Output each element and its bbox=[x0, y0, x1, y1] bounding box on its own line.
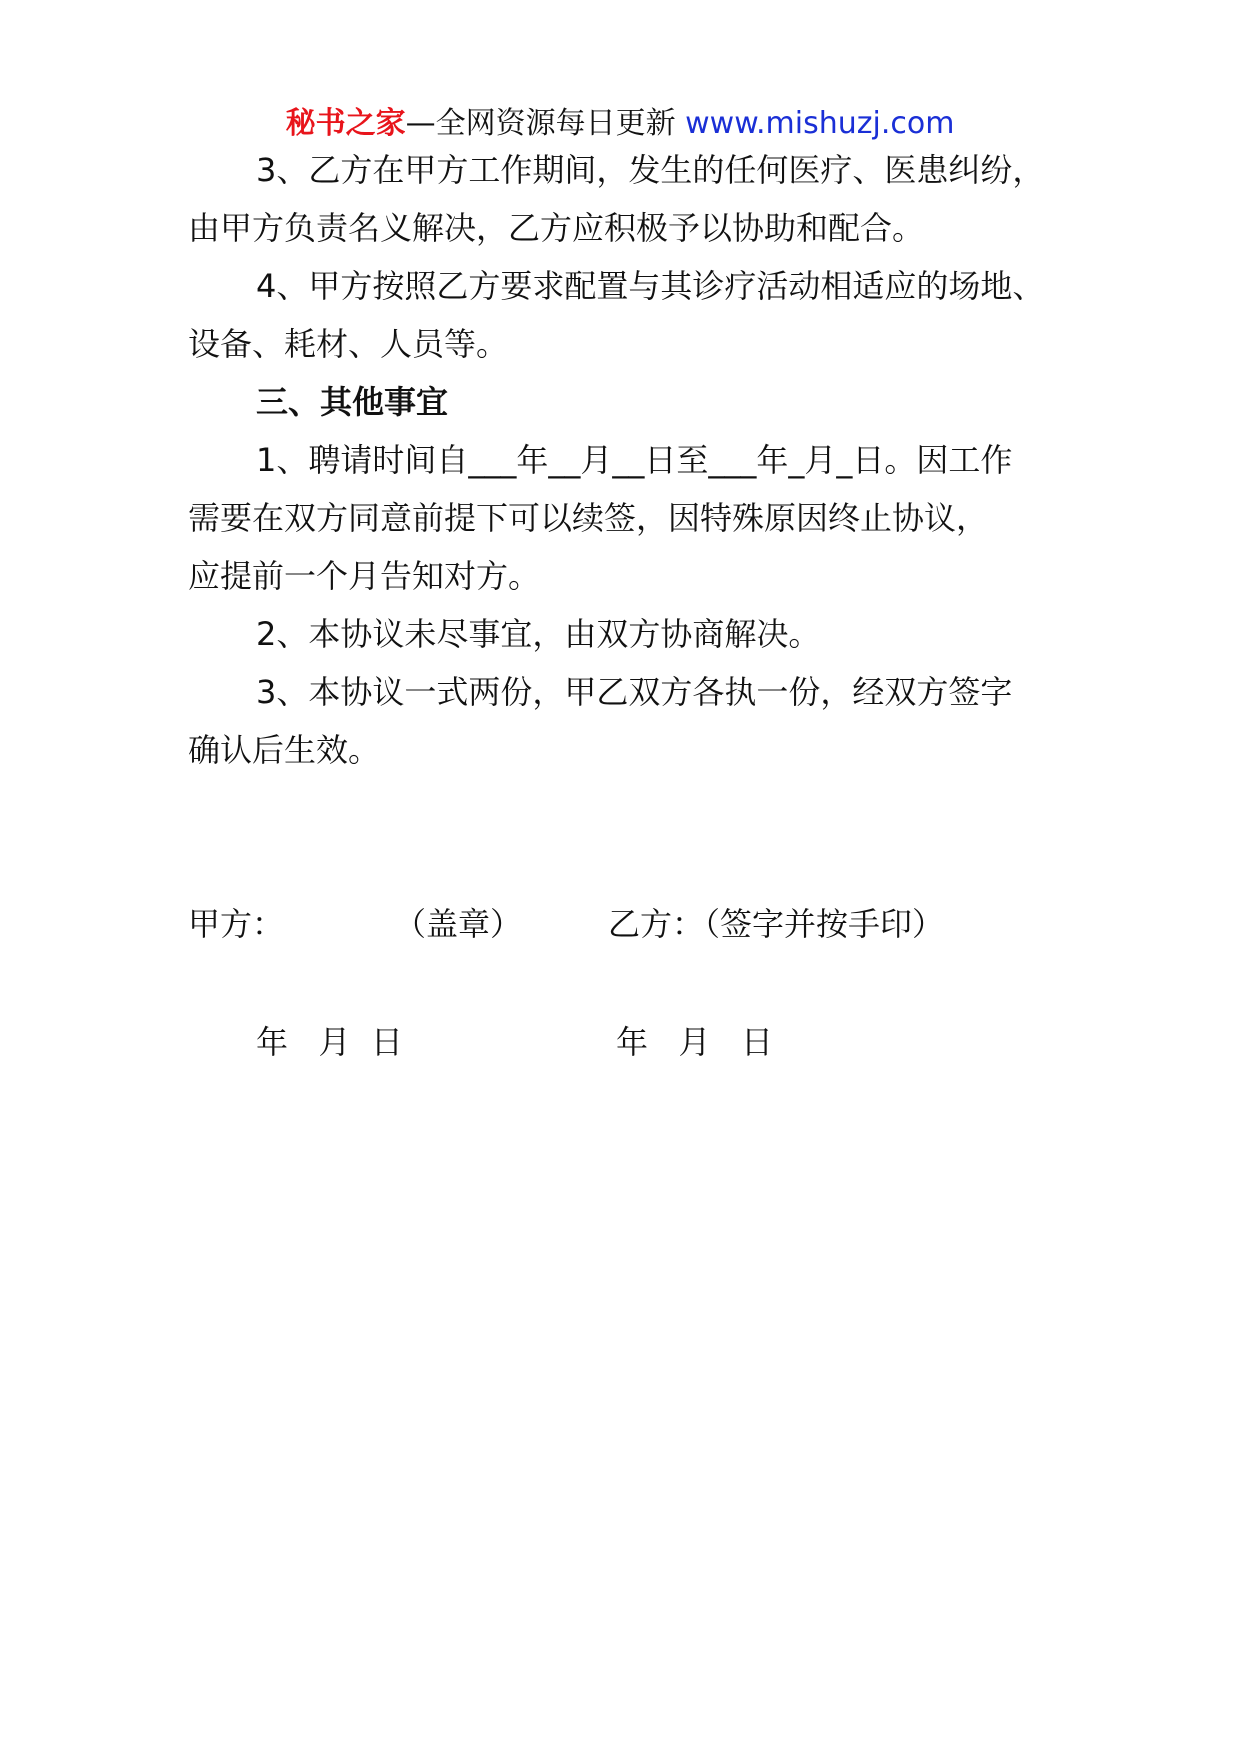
brand-name: 秘书之家 bbox=[285, 106, 406, 141]
header-url: www.mishuzj.com bbox=[685, 106, 955, 141]
paragraph-line: 1、聘请时间自___年__月__日至___年_月_日。因工作 bbox=[256, 441, 1013, 479]
paragraph-line: 3、本协议一式两份，甲乙双方各执一份，经双方签字 bbox=[256, 673, 1013, 711]
paragraph-line: 应提前一个月告知对方。 bbox=[188, 557, 541, 595]
paragraph-line: 需要在双方同意前提下可以续签，因特殊原因终止协议， bbox=[188, 499, 989, 537]
paragraph-line: 4、甲方按照乙方要求配置与其诊疗活动相适应的场地、 bbox=[256, 267, 1045, 305]
seal-label: （盖章） bbox=[394, 905, 523, 943]
header-slogan: —全网资源每日更新 bbox=[405, 106, 676, 141]
date-party-a: 年 月 日 bbox=[256, 1023, 403, 1061]
watermark-header bbox=[0, 104, 1240, 144]
party-b-label: 乙方：（签字并按手印） bbox=[608, 905, 945, 943]
paragraph-line: 设备、耗材、人员等。 bbox=[188, 325, 509, 363]
date-party-b: 年 月 日 bbox=[616, 1023, 774, 1061]
paragraph-line: 3、乙方在甲方工作期间，发生的任何医疗、医患纠纷， bbox=[256, 151, 1045, 189]
paragraph-line: 由甲方负责名义解决，乙方应积极予以协助和配合。 bbox=[188, 209, 925, 247]
paragraph-line: 2、本协议未尽事宜，由双方协商解决。 bbox=[256, 615, 821, 653]
paragraph-line: 确认后生效。 bbox=[188, 731, 381, 769]
party-a-label: 甲方： bbox=[188, 905, 285, 943]
section-heading: 三、其他事宜 bbox=[256, 383, 449, 421]
